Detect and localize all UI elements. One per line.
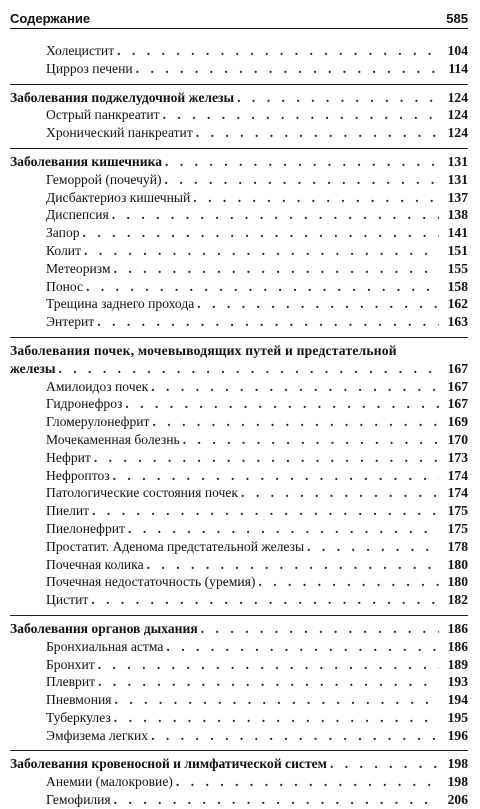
toc-entry-page: 162 bbox=[447, 296, 468, 312]
toc-entry-title: Мочекаменная болезнь bbox=[46, 431, 180, 447]
toc-entry-page: 124 bbox=[447, 125, 468, 141]
toc-entry-page: 175 bbox=[447, 520, 468, 536]
section-divider bbox=[10, 331, 468, 338]
toc-entry[interactable] bbox=[10, 638, 468, 656]
toc-entry[interactable] bbox=[10, 591, 468, 609]
dot-leader bbox=[153, 413, 440, 431]
header-rule bbox=[10, 28, 468, 29]
toc-entry[interactable] bbox=[10, 189, 468, 207]
toc-entry-title: Гидронефроз bbox=[46, 396, 123, 412]
toc-entry[interactable] bbox=[10, 60, 468, 78]
toc-entry[interactable] bbox=[10, 791, 468, 809]
toc-entry[interactable] bbox=[10, 278, 468, 296]
toc-entry-page: 131 bbox=[447, 171, 468, 187]
dot-leader bbox=[196, 124, 439, 142]
toc-entry-page: 158 bbox=[447, 278, 468, 294]
toc-entry-page: 174 bbox=[447, 485, 468, 501]
toc-entry-title: Пиелит bbox=[46, 503, 90, 519]
toc-entry-title: Диспепсия bbox=[46, 207, 109, 223]
section-heading-page: 124 bbox=[447, 89, 468, 105]
toc-entry-page: 174 bbox=[447, 467, 468, 483]
toc-entry-title: Геморрой (почечуй) bbox=[46, 171, 162, 187]
dot-leader bbox=[163, 106, 439, 124]
section-heading-line1 bbox=[10, 342, 468, 360]
toc-entry[interactable] bbox=[10, 727, 468, 745]
dot-leader bbox=[165, 153, 439, 171]
toc-entry-page: 163 bbox=[447, 314, 468, 330]
section-heading[interactable] bbox=[10, 360, 468, 378]
toc-entry[interactable] bbox=[10, 242, 468, 260]
toc-entry-page: 173 bbox=[447, 449, 468, 465]
toc-entry-page: 194 bbox=[447, 692, 468, 708]
toc-entry-title: Холецистит bbox=[46, 43, 115, 58]
section-heading-page: 198 bbox=[447, 756, 468, 772]
toc-entry-title: Плеврит bbox=[46, 674, 96, 690]
section-divider bbox=[10, 142, 468, 149]
dot-leader bbox=[86, 278, 439, 296]
dot-leader bbox=[151, 378, 439, 396]
toc-entry[interactable] bbox=[10, 449, 468, 467]
toc-entry-page: 124 bbox=[447, 107, 468, 123]
toc-entry[interactable] bbox=[10, 295, 468, 313]
dot-leader bbox=[193, 189, 439, 207]
section-heading-title-line1: Заболевания почек, мочевыводящих путей и предстательной bbox=[10, 342, 397, 358]
toc-entry-title: Эмфизема легких bbox=[46, 727, 149, 743]
dot-leader bbox=[113, 467, 439, 485]
toc-entry-title: Острый панкреатит bbox=[46, 107, 160, 123]
section-heading-title: Заболевания поджелудочной железы bbox=[10, 89, 235, 105]
section-heading-page: 167 bbox=[447, 360, 468, 376]
toc-entry-page: 180 bbox=[447, 556, 468, 572]
toc-entry[interactable] bbox=[10, 378, 468, 396]
toc-entry-page: 114 bbox=[448, 60, 468, 76]
toc-entry[interactable] bbox=[10, 520, 468, 538]
running-head-page-number: 585 bbox=[446, 11, 468, 26]
toc-entry-title: Нефроптоз bbox=[46, 467, 110, 483]
toc-entry-page: 151 bbox=[447, 242, 468, 258]
toc-entry[interactable] bbox=[10, 556, 468, 574]
toc-entry-title: Гемофилия bbox=[46, 792, 111, 808]
toc-entry[interactable] bbox=[10, 709, 468, 727]
toc-entry[interactable] bbox=[10, 124, 468, 142]
section-heading-title: Заболевания кровеносной и лимфатической систем bbox=[10, 756, 327, 772]
section-divider bbox=[10, 744, 468, 751]
dot-leader bbox=[58, 360, 439, 378]
toc-entry-page: 186 bbox=[447, 638, 468, 654]
toc-entry-page: 175 bbox=[447, 503, 468, 519]
toc-entry[interactable] bbox=[10, 313, 468, 331]
running-head-title: Содержание bbox=[10, 11, 91, 26]
toc-entry[interactable] bbox=[10, 502, 468, 520]
toc-entry[interactable] bbox=[10, 224, 468, 242]
toc-entry-page: 138 bbox=[447, 207, 468, 223]
dot-leader bbox=[114, 709, 439, 727]
toc-entry-page: 141 bbox=[447, 225, 468, 241]
toc-entry-title: Нефрит bbox=[46, 449, 91, 465]
toc-entry-page: 104 bbox=[447, 43, 468, 58]
toc-entry-title: Амилоидоз почек bbox=[46, 378, 149, 394]
dot-leader bbox=[83, 224, 439, 242]
dot-leader bbox=[237, 89, 439, 107]
toc-entry-title: Трещина заднего прохода bbox=[46, 296, 195, 312]
dot-leader bbox=[201, 620, 439, 638]
toc-entry-title: Понос bbox=[46, 278, 84, 294]
toc-entry[interactable] bbox=[10, 260, 468, 278]
section-divider bbox=[10, 609, 468, 616]
section-heading-page: 131 bbox=[447, 153, 468, 169]
toc-entry[interactable] bbox=[10, 206, 468, 224]
dot-leader bbox=[176, 773, 439, 791]
section-heading[interactable] bbox=[10, 153, 468, 171]
toc-entry-title: Бронхиальная астма bbox=[46, 638, 164, 654]
toc-entry-title: Дисбактериоз кишечный bbox=[46, 189, 191, 205]
toc-entry-page: 182 bbox=[447, 592, 468, 608]
dot-leader bbox=[98, 673, 439, 691]
toc-entry-title: Патологические состояния почек bbox=[46, 485, 239, 501]
toc-entry-page: 195 bbox=[447, 709, 468, 725]
toc-entry-title: Анемии (малокровие) bbox=[46, 774, 173, 790]
section-heading[interactable] bbox=[10, 89, 468, 107]
dot-leader bbox=[114, 260, 439, 278]
dot-leader bbox=[94, 449, 439, 467]
section-heading[interactable] bbox=[10, 620, 468, 638]
dot-leader bbox=[115, 691, 439, 709]
toc-entry[interactable] bbox=[10, 691, 468, 709]
section-heading-title: железы bbox=[10, 360, 56, 376]
toc-entry-title: Бронхит bbox=[46, 656, 95, 672]
toc-entry[interactable] bbox=[10, 467, 468, 485]
toc-entry-page: 167 bbox=[447, 396, 468, 412]
toc-entry-page: 137 bbox=[447, 189, 468, 205]
dot-leader bbox=[147, 556, 439, 574]
toc-entry-page: 198 bbox=[447, 774, 468, 790]
toc-entry-page: 206 bbox=[447, 792, 468, 808]
dot-leader bbox=[165, 171, 439, 189]
section-heading-page: 186 bbox=[447, 620, 468, 636]
toc-entry-title: Запор bbox=[46, 225, 80, 241]
dot-leader bbox=[128, 520, 439, 538]
section-divider bbox=[10, 78, 468, 85]
dot-leader bbox=[330, 755, 439, 773]
dot-leader bbox=[112, 206, 439, 224]
section-heading-title: Заболевания органов дыхания bbox=[10, 620, 198, 636]
toc-entry[interactable] bbox=[10, 413, 468, 431]
toc-entry-title: Гломерулонефрит bbox=[46, 414, 150, 430]
toc-entry-title: Почечная недостаточность (уремия) bbox=[46, 574, 256, 590]
toc-entry-page: 169 bbox=[447, 414, 468, 430]
dot-leader bbox=[166, 638, 439, 656]
toc-entry-page: 178 bbox=[447, 538, 468, 554]
dot-leader bbox=[84, 242, 439, 260]
dot-leader bbox=[151, 727, 439, 745]
toc-entry-page: 189 bbox=[447, 656, 468, 672]
toc-entry[interactable] bbox=[10, 395, 468, 413]
toc-entry-title: Энтерит bbox=[46, 314, 95, 330]
toc-entry-title: Простатит. Аденома предстательной железы bbox=[46, 538, 305, 554]
toc-entry[interactable] bbox=[10, 106, 468, 124]
toc-entry[interactable] bbox=[10, 656, 468, 674]
toc-entry[interactable] bbox=[10, 773, 468, 791]
dot-leader bbox=[125, 395, 439, 413]
toc-entry-title: Туберкулез bbox=[46, 709, 111, 725]
dot-leader bbox=[117, 42, 439, 60]
toc-entry[interactable] bbox=[10, 484, 468, 502]
toc-entry-title: Цистит bbox=[46, 592, 89, 608]
dot-leader bbox=[114, 791, 439, 809]
toc-entry-title: Метеоризм bbox=[46, 260, 111, 276]
toc-entry-page: 167 bbox=[447, 378, 468, 394]
toc-entry-page: 193 bbox=[447, 674, 468, 690]
table-of-contents bbox=[10, 42, 468, 809]
toc-entry[interactable] bbox=[10, 42, 468, 60]
toc-entry-title: Цирроз печени bbox=[46, 60, 133, 76]
dot-leader bbox=[97, 313, 439, 331]
running-head bbox=[10, 4, 468, 26]
toc-entry[interactable] bbox=[10, 573, 468, 591]
dot-leader bbox=[183, 431, 439, 449]
toc-entry-page: 196 bbox=[447, 727, 468, 743]
toc-entry[interactable] bbox=[10, 538, 468, 556]
dot-leader bbox=[307, 538, 439, 556]
toc-entry-title: Пневмония bbox=[46, 692, 112, 708]
dot-leader bbox=[91, 591, 439, 609]
dot-leader bbox=[258, 573, 439, 591]
dot-leader bbox=[98, 656, 439, 674]
toc-entry-page: 170 bbox=[447, 431, 468, 447]
toc-entry[interactable] bbox=[10, 673, 468, 691]
toc-entry[interactable] bbox=[10, 431, 468, 449]
section-heading-title: Заболевания кишечника bbox=[10, 153, 163, 169]
section-heading[interactable] bbox=[10, 755, 468, 773]
toc-entry-title: Колит bbox=[46, 242, 82, 258]
toc-entry-title: Хронический панкреатит bbox=[46, 125, 193, 141]
toc-entry-page: 155 bbox=[447, 260, 468, 276]
toc-entry[interactable] bbox=[10, 171, 468, 189]
dot-leader bbox=[241, 484, 439, 502]
dot-leader bbox=[197, 295, 439, 313]
dot-leader bbox=[136, 60, 439, 78]
toc-entry-page: 180 bbox=[447, 574, 468, 590]
dot-leader bbox=[92, 502, 439, 520]
toc-entry-title: Пиелонефрит bbox=[46, 520, 126, 536]
toc-entry-title: Почечная колика bbox=[46, 556, 144, 572]
